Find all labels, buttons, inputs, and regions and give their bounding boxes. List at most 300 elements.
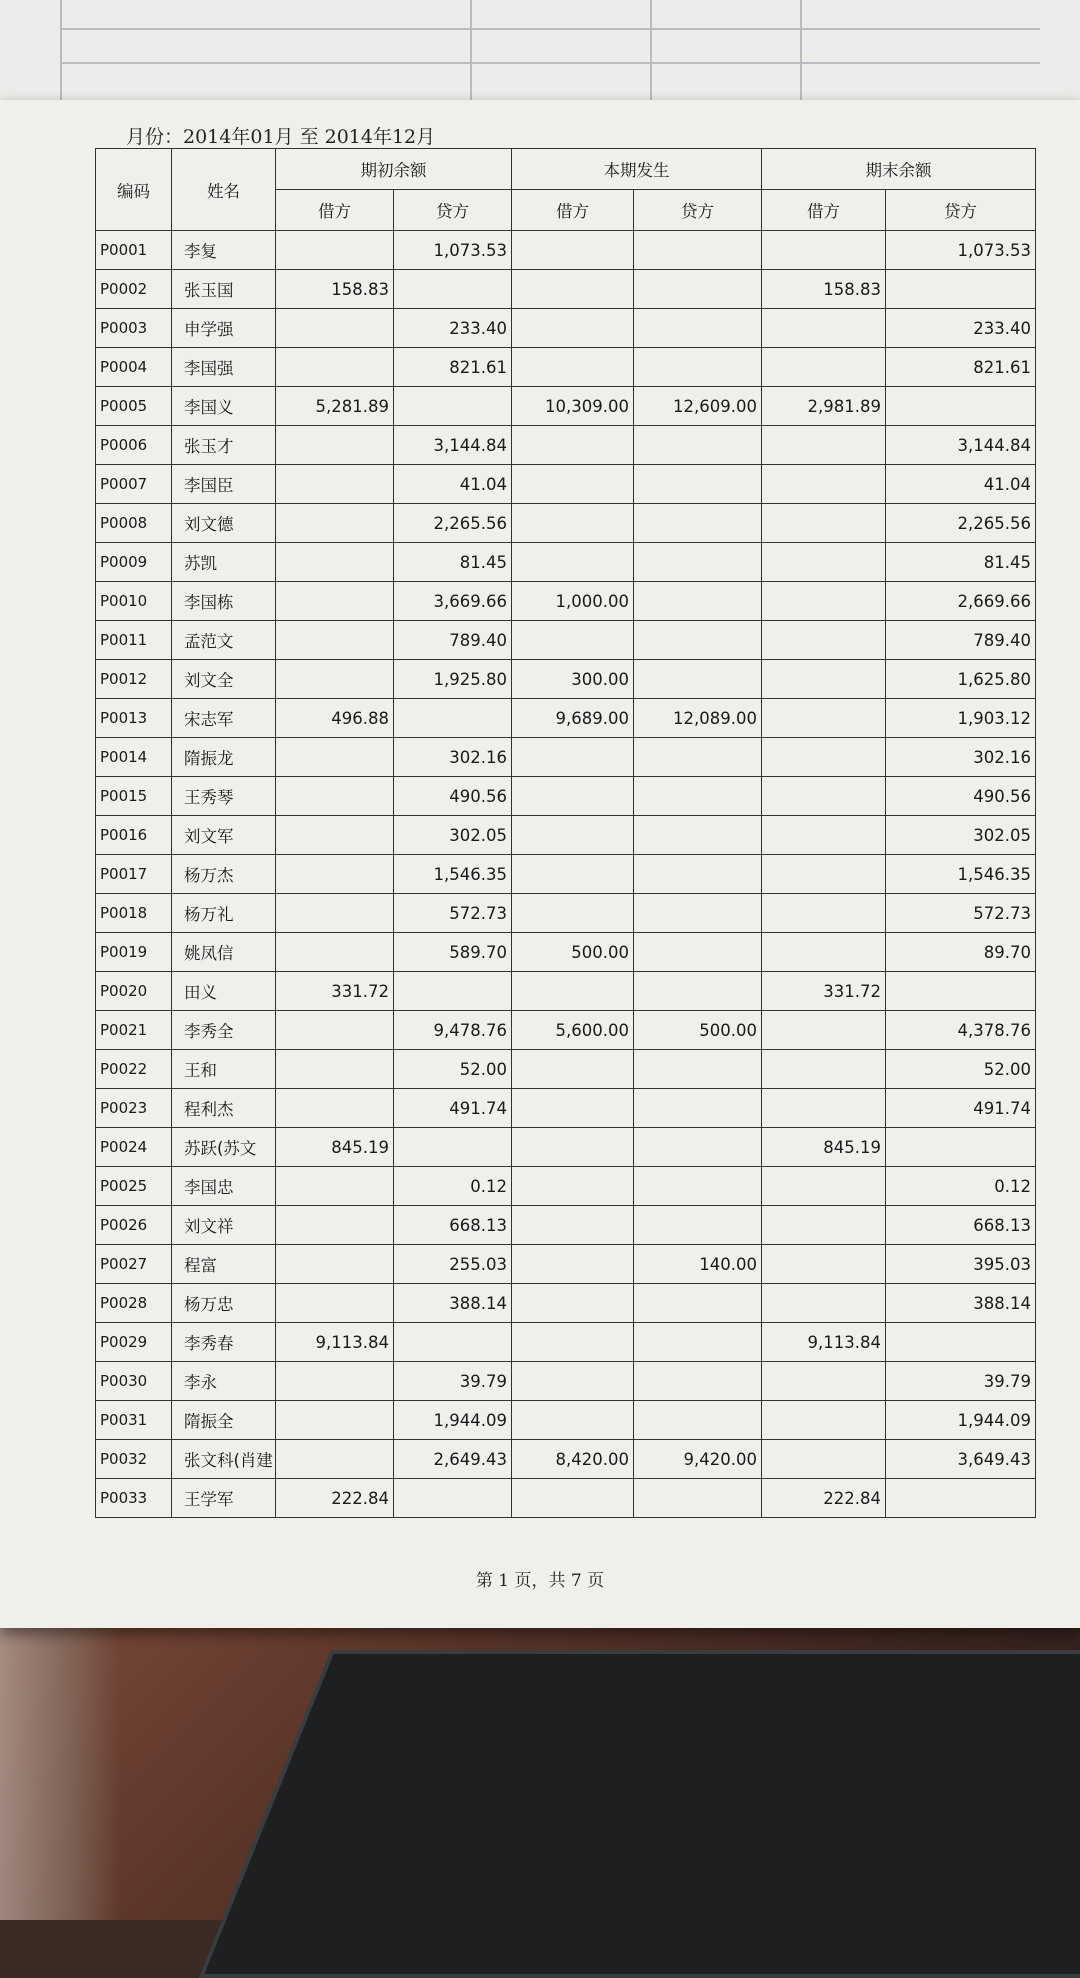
cell-current-debit bbox=[512, 1245, 634, 1284]
table-row bbox=[96, 309, 1036, 348]
cell-opening-credit bbox=[394, 270, 512, 309]
cell-code: P0031 bbox=[96, 1401, 172, 1440]
cell-opening-debit bbox=[276, 1362, 394, 1401]
cell-name: 孟范文 bbox=[172, 621, 276, 660]
cell-closing-credit: 388.14 bbox=[886, 1284, 1036, 1323]
cell-current-credit bbox=[634, 1167, 762, 1206]
cell-current-credit: 12,609.00 bbox=[634, 387, 762, 426]
cell-current-debit: 1,000.00 bbox=[512, 582, 634, 621]
table-row bbox=[96, 699, 1036, 738]
cell-closing-debit bbox=[762, 1206, 886, 1245]
cell-name: 苏跃(苏文 bbox=[172, 1128, 276, 1167]
cell-opening-debit: 5,281.89 bbox=[276, 387, 394, 426]
cell-name: 李国栋 bbox=[172, 582, 276, 621]
cell-current-credit bbox=[634, 582, 762, 621]
table-row bbox=[96, 1245, 1036, 1284]
cell-opening-credit: 821.61 bbox=[394, 348, 512, 387]
cell-current-credit bbox=[634, 1401, 762, 1440]
cell-opening-credit: 255.03 bbox=[394, 1245, 512, 1284]
table-row bbox=[96, 270, 1036, 309]
cell-opening-debit bbox=[276, 816, 394, 855]
cell-closing-credit bbox=[886, 1128, 1036, 1167]
cell-current-debit bbox=[512, 270, 634, 309]
cell-opening-credit: 589.70 bbox=[394, 933, 512, 972]
cell-current-credit bbox=[634, 972, 762, 1011]
cell-code: P0003 bbox=[96, 309, 172, 348]
cell-current-credit bbox=[634, 621, 762, 660]
cell-closing-credit: 490.56 bbox=[886, 777, 1036, 816]
cell-opening-debit bbox=[276, 1167, 394, 1206]
cell-current-credit bbox=[634, 1323, 762, 1362]
cell-opening-debit bbox=[276, 1440, 394, 1479]
cell-name: 张文科(肖建 bbox=[172, 1440, 276, 1479]
cell-opening-credit bbox=[394, 699, 512, 738]
cell-closing-debit bbox=[762, 660, 886, 699]
table-row bbox=[96, 504, 1036, 543]
cell-opening-credit: 3,144.84 bbox=[394, 426, 512, 465]
cell-current-debit bbox=[512, 1362, 634, 1401]
cell-closing-credit: 302.16 bbox=[886, 738, 1036, 777]
cell-code: P0022 bbox=[96, 1050, 172, 1089]
cell-current-debit bbox=[512, 621, 634, 660]
ledger-table bbox=[95, 148, 1036, 1518]
cell-opening-debit bbox=[276, 777, 394, 816]
cell-closing-debit bbox=[762, 855, 886, 894]
cell-closing-credit: 302.05 bbox=[886, 816, 1036, 855]
cell-opening-debit bbox=[276, 1089, 394, 1128]
cell-closing-credit bbox=[886, 1323, 1036, 1362]
cell-closing-credit: 0.12 bbox=[886, 1167, 1036, 1206]
cell-code: P0004 bbox=[96, 348, 172, 387]
cell-closing-credit: 233.40 bbox=[886, 309, 1036, 348]
cell-closing-credit: 1,073.53 bbox=[886, 231, 1036, 270]
cell-opening-debit: 496.88 bbox=[276, 699, 394, 738]
cell-opening-debit bbox=[276, 660, 394, 699]
table-row bbox=[96, 660, 1036, 699]
cell-opening-debit bbox=[276, 309, 394, 348]
cell-code: P0021 bbox=[96, 1011, 172, 1050]
cell-closing-credit: 668.13 bbox=[886, 1206, 1036, 1245]
cell-opening-debit: 331.72 bbox=[276, 972, 394, 1011]
table-row bbox=[96, 933, 1036, 972]
cell-closing-credit: 572.73 bbox=[886, 894, 1036, 933]
header-opening-debit: 借方 bbox=[276, 190, 394, 231]
cell-closing-debit bbox=[762, 1362, 886, 1401]
cell-closing-debit bbox=[762, 894, 886, 933]
table-row bbox=[96, 543, 1036, 582]
cell-closing-debit bbox=[762, 1167, 886, 1206]
cell-current-credit: 140.00 bbox=[634, 1245, 762, 1284]
cell-code: P0005 bbox=[96, 387, 172, 426]
cell-opening-credit: 1,944.09 bbox=[394, 1401, 512, 1440]
cell-current-credit bbox=[634, 1479, 762, 1518]
cell-closing-debit: 845.19 bbox=[762, 1128, 886, 1167]
cell-opening-debit: 222.84 bbox=[276, 1479, 394, 1518]
cell-closing-credit: 1,546.35 bbox=[886, 855, 1036, 894]
ledger-page bbox=[0, 100, 1080, 1628]
table-row bbox=[96, 1323, 1036, 1362]
cell-name: 杨万杰 bbox=[172, 855, 276, 894]
cell-opening-debit bbox=[276, 543, 394, 582]
cell-closing-debit bbox=[762, 465, 886, 504]
cell-closing-debit bbox=[762, 504, 886, 543]
cell-code: P0012 bbox=[96, 660, 172, 699]
cell-closing-debit bbox=[762, 1011, 886, 1050]
cell-current-credit bbox=[634, 348, 762, 387]
cell-current-debit bbox=[512, 309, 634, 348]
cell-closing-credit: 41.04 bbox=[886, 465, 1036, 504]
cell-closing-credit bbox=[886, 972, 1036, 1011]
cell-code: P0024 bbox=[96, 1128, 172, 1167]
cell-current-debit: 500.00 bbox=[512, 933, 634, 972]
table-row bbox=[96, 348, 1036, 387]
cell-name: 李永 bbox=[172, 1362, 276, 1401]
table-row bbox=[96, 1128, 1036, 1167]
cell-current-credit bbox=[634, 1089, 762, 1128]
cell-code: P0009 bbox=[96, 543, 172, 582]
cell-opening-debit bbox=[276, 231, 394, 270]
cell-closing-debit bbox=[762, 1245, 886, 1284]
cell-current-credit bbox=[634, 855, 762, 894]
cell-opening-debit: 9,113.84 bbox=[276, 1323, 394, 1362]
cell-code: P0025 bbox=[96, 1167, 172, 1206]
cell-current-credit: 9,420.00 bbox=[634, 1440, 762, 1479]
table-row bbox=[96, 465, 1036, 504]
table-row bbox=[96, 1401, 1036, 1440]
cell-name: 姚凤信 bbox=[172, 933, 276, 972]
cell-closing-debit bbox=[762, 1089, 886, 1128]
cell-closing-credit: 789.40 bbox=[886, 621, 1036, 660]
cell-name: 杨万忠 bbox=[172, 1284, 276, 1323]
cell-current-credit bbox=[634, 309, 762, 348]
cell-closing-debit bbox=[762, 1440, 886, 1479]
cell-current-debit bbox=[512, 738, 634, 777]
cell-opening-debit: 845.19 bbox=[276, 1128, 394, 1167]
cell-opening-credit: 491.74 bbox=[394, 1089, 512, 1128]
cell-current-debit bbox=[512, 543, 634, 582]
cell-closing-debit bbox=[762, 1050, 886, 1089]
cell-current-debit bbox=[512, 1401, 634, 1440]
cell-current-credit bbox=[634, 738, 762, 777]
cell-code: P0008 bbox=[96, 504, 172, 543]
table-row bbox=[96, 387, 1036, 426]
cell-name: 张玉才 bbox=[172, 426, 276, 465]
table-row bbox=[96, 972, 1036, 1011]
cell-closing-credit: 4,378.76 bbox=[886, 1011, 1036, 1050]
cell-code: P0028 bbox=[96, 1284, 172, 1323]
cell-name: 李国忠 bbox=[172, 1167, 276, 1206]
cell-closing-credit: 81.45 bbox=[886, 543, 1036, 582]
cell-opening-debit bbox=[276, 1284, 394, 1323]
cell-closing-credit: 491.74 bbox=[886, 1089, 1036, 1128]
header-closing-credit: 贷方 bbox=[886, 190, 1036, 231]
cell-code: P0020 bbox=[96, 972, 172, 1011]
cell-closing-debit bbox=[762, 1401, 886, 1440]
cell-opening-debit bbox=[276, 894, 394, 933]
cell-current-debit bbox=[512, 348, 634, 387]
cell-name: 田义 bbox=[172, 972, 276, 1011]
cell-current-debit bbox=[512, 504, 634, 543]
cell-code: P0018 bbox=[96, 894, 172, 933]
table-row bbox=[96, 1089, 1036, 1128]
cell-name: 程利杰 bbox=[172, 1089, 276, 1128]
header-current-debit: 借方 bbox=[512, 190, 634, 231]
cell-current-credit: 12,089.00 bbox=[634, 699, 762, 738]
cell-current-debit bbox=[512, 1167, 634, 1206]
cell-code: P0011 bbox=[96, 621, 172, 660]
cell-current-debit: 300.00 bbox=[512, 660, 634, 699]
table-row bbox=[96, 1479, 1036, 1518]
cell-current-debit: 8,420.00 bbox=[512, 1440, 634, 1479]
cell-opening-credit: 302.16 bbox=[394, 738, 512, 777]
cell-opening-debit bbox=[276, 426, 394, 465]
cell-closing-credit: 2,669.66 bbox=[886, 582, 1036, 621]
cell-code: P0019 bbox=[96, 933, 172, 972]
cell-closing-debit bbox=[762, 816, 886, 855]
table-row bbox=[96, 855, 1036, 894]
cell-name: 苏凯 bbox=[172, 543, 276, 582]
cell-name: 李复 bbox=[172, 231, 276, 270]
cell-closing-debit bbox=[762, 738, 886, 777]
table-row bbox=[96, 1284, 1036, 1323]
cell-opening-debit bbox=[276, 1245, 394, 1284]
cell-opening-credit: 9,478.76 bbox=[394, 1011, 512, 1050]
cell-closing-credit: 89.70 bbox=[886, 933, 1036, 972]
cell-name: 王秀琴 bbox=[172, 777, 276, 816]
cell-name: 刘文全 bbox=[172, 660, 276, 699]
table-row bbox=[96, 1206, 1036, 1245]
cell-code: P0033 bbox=[96, 1479, 172, 1518]
cell-opening-debit bbox=[276, 1401, 394, 1440]
cell-opening-debit bbox=[276, 504, 394, 543]
cell-current-debit bbox=[512, 855, 634, 894]
cell-current-debit bbox=[512, 816, 634, 855]
cell-closing-credit: 3,649.43 bbox=[886, 1440, 1036, 1479]
cell-opening-debit bbox=[276, 348, 394, 387]
cell-opening-credit: 81.45 bbox=[394, 543, 512, 582]
table-row bbox=[96, 894, 1036, 933]
cell-current-credit bbox=[634, 777, 762, 816]
cell-current-debit: 5,600.00 bbox=[512, 1011, 634, 1050]
cell-opening-credit: 789.40 bbox=[394, 621, 512, 660]
cell-opening-debit: 158.83 bbox=[276, 270, 394, 309]
cell-opening-debit bbox=[276, 1206, 394, 1245]
cell-name: 申学强 bbox=[172, 309, 276, 348]
cell-code: P0016 bbox=[96, 816, 172, 855]
cell-current-debit bbox=[512, 1479, 634, 1518]
cell-name: 李秀全 bbox=[172, 1011, 276, 1050]
cell-opening-credit: 233.40 bbox=[394, 309, 512, 348]
cell-closing-credit bbox=[886, 387, 1036, 426]
cell-code: P0006 bbox=[96, 426, 172, 465]
cell-closing-debit bbox=[762, 426, 886, 465]
cell-closing-credit bbox=[886, 1479, 1036, 1518]
cell-current-credit bbox=[634, 1206, 762, 1245]
cell-name: 刘文祥 bbox=[172, 1206, 276, 1245]
header-closing-debit: 借方 bbox=[762, 190, 886, 231]
cell-code: P0027 bbox=[96, 1245, 172, 1284]
cell-current-credit bbox=[634, 1284, 762, 1323]
cell-name: 李国强 bbox=[172, 348, 276, 387]
cell-closing-debit bbox=[762, 621, 886, 660]
cell-name: 王和 bbox=[172, 1050, 276, 1089]
cell-closing-credit: 2,265.56 bbox=[886, 504, 1036, 543]
header-current-credit: 贷方 bbox=[634, 190, 762, 231]
cell-opening-credit: 2,265.56 bbox=[394, 504, 512, 543]
cell-current-debit bbox=[512, 1128, 634, 1167]
table-row bbox=[96, 816, 1036, 855]
cell-opening-credit: 668.13 bbox=[394, 1206, 512, 1245]
table-row bbox=[96, 1440, 1036, 1479]
cell-opening-debit bbox=[276, 738, 394, 777]
table-row bbox=[96, 1050, 1036, 1089]
cell-code: P0029 bbox=[96, 1323, 172, 1362]
cell-closing-debit: 9,113.84 bbox=[762, 1323, 886, 1362]
cell-opening-debit bbox=[276, 465, 394, 504]
header-opening-credit: 贷方 bbox=[394, 190, 512, 231]
cell-code: P0017 bbox=[96, 855, 172, 894]
cell-current-debit bbox=[512, 426, 634, 465]
cell-name: 刘文军 bbox=[172, 816, 276, 855]
cell-name: 杨万礼 bbox=[172, 894, 276, 933]
cell-closing-debit: 2,981.89 bbox=[762, 387, 886, 426]
cell-opening-credit bbox=[394, 972, 512, 1011]
cell-current-credit bbox=[634, 894, 762, 933]
cell-opening-credit bbox=[394, 1479, 512, 1518]
cell-closing-debit: 331.72 bbox=[762, 972, 886, 1011]
cell-opening-credit: 572.73 bbox=[394, 894, 512, 933]
cell-current-debit bbox=[512, 465, 634, 504]
table-row bbox=[96, 582, 1036, 621]
cell-name: 程富 bbox=[172, 1245, 276, 1284]
cell-opening-credit bbox=[394, 387, 512, 426]
cell-current-debit bbox=[512, 894, 634, 933]
table-row bbox=[96, 1362, 1036, 1401]
cell-current-credit bbox=[634, 1362, 762, 1401]
cell-current-credit bbox=[634, 816, 762, 855]
cell-closing-credit: 52.00 bbox=[886, 1050, 1036, 1089]
cell-opening-credit: 388.14 bbox=[394, 1284, 512, 1323]
cell-current-debit bbox=[512, 1050, 634, 1089]
cell-code: P0023 bbox=[96, 1089, 172, 1128]
cell-name: 宋志军 bbox=[172, 699, 276, 738]
cell-current-credit bbox=[634, 1128, 762, 1167]
cell-code: P0013 bbox=[96, 699, 172, 738]
cell-code: P0014 bbox=[96, 738, 172, 777]
table-row bbox=[96, 621, 1036, 660]
cell-closing-credit: 395.03 bbox=[886, 1245, 1036, 1284]
header-name: 姓名 bbox=[172, 149, 276, 231]
cell-opening-credit: 1,546.35 bbox=[394, 855, 512, 894]
cell-code: P0026 bbox=[96, 1206, 172, 1245]
cell-name: 李秀春 bbox=[172, 1323, 276, 1362]
cell-closing-debit bbox=[762, 582, 886, 621]
cell-closing-credit: 3,144.84 bbox=[886, 426, 1036, 465]
cell-opening-credit: 2,649.43 bbox=[394, 1440, 512, 1479]
cell-opening-debit bbox=[276, 1050, 394, 1089]
cell-closing-debit bbox=[762, 1284, 886, 1323]
cell-closing-debit bbox=[762, 348, 886, 387]
cell-closing-credit bbox=[886, 270, 1036, 309]
cell-current-credit bbox=[634, 543, 762, 582]
period-range: 月份：2014年01月 至 2014年12月 bbox=[126, 126, 436, 148]
cell-closing-debit: 222.84 bbox=[762, 1479, 886, 1518]
cell-current-credit bbox=[634, 270, 762, 309]
cell-current-debit bbox=[512, 1089, 634, 1128]
cell-current-credit bbox=[634, 660, 762, 699]
cell-closing-debit bbox=[762, 699, 886, 738]
cell-closing-debit bbox=[762, 777, 886, 816]
header-closing-balance: 期末余额 bbox=[762, 149, 1036, 190]
cell-closing-credit: 1,944.09 bbox=[886, 1401, 1036, 1440]
cell-opening-credit: 39.79 bbox=[394, 1362, 512, 1401]
cell-current-credit bbox=[634, 504, 762, 543]
cell-closing-debit bbox=[762, 231, 886, 270]
cell-name: 张玉国 bbox=[172, 270, 276, 309]
laptop bbox=[199, 1650, 1080, 1978]
table-row bbox=[96, 231, 1036, 270]
cell-name: 王学军 bbox=[172, 1479, 276, 1518]
cell-closing-debit: 158.83 bbox=[762, 270, 886, 309]
cell-code: P0007 bbox=[96, 465, 172, 504]
cell-opening-credit bbox=[394, 1323, 512, 1362]
cell-opening-credit: 3,669.66 bbox=[394, 582, 512, 621]
cell-name: 隋振龙 bbox=[172, 738, 276, 777]
cell-current-debit bbox=[512, 1323, 634, 1362]
cell-opening-debit bbox=[276, 855, 394, 894]
cell-current-debit: 9,689.00 bbox=[512, 699, 634, 738]
ledger-body bbox=[96, 231, 1036, 1518]
cell-current-credit bbox=[634, 933, 762, 972]
header-code: 编码 bbox=[96, 149, 172, 231]
table-row bbox=[96, 777, 1036, 816]
table-row bbox=[96, 1011, 1036, 1050]
cell-opening-credit: 1,073.53 bbox=[394, 231, 512, 270]
cell-name: 隋振全 bbox=[172, 1401, 276, 1440]
cell-opening-credit: 302.05 bbox=[394, 816, 512, 855]
table-row bbox=[96, 1167, 1036, 1206]
header-opening-balance: 期初余额 bbox=[276, 149, 512, 190]
cell-opening-credit: 1,925.80 bbox=[394, 660, 512, 699]
cell-current-debit bbox=[512, 231, 634, 270]
cell-opening-credit: 41.04 bbox=[394, 465, 512, 504]
cell-closing-credit: 821.61 bbox=[886, 348, 1036, 387]
cell-current-debit bbox=[512, 777, 634, 816]
cell-code: P0030 bbox=[96, 1362, 172, 1401]
cell-current-debit bbox=[512, 972, 634, 1011]
cell-current-credit: 500.00 bbox=[634, 1011, 762, 1050]
cell-opening-credit bbox=[394, 1128, 512, 1167]
header-current-period: 本期发生 bbox=[512, 149, 762, 190]
cell-opening-credit: 52.00 bbox=[394, 1050, 512, 1089]
cell-name: 刘文德 bbox=[172, 504, 276, 543]
cell-opening-debit bbox=[276, 1011, 394, 1050]
table-row bbox=[96, 426, 1036, 465]
cell-current-credit bbox=[634, 465, 762, 504]
cell-code: P0002 bbox=[96, 270, 172, 309]
cell-closing-credit: 39.79 bbox=[886, 1362, 1036, 1401]
cell-opening-debit bbox=[276, 933, 394, 972]
cell-name: 李国义 bbox=[172, 387, 276, 426]
table-row bbox=[96, 738, 1036, 777]
cell-code: P0032 bbox=[96, 1440, 172, 1479]
cell-closing-debit bbox=[762, 309, 886, 348]
cell-opening-debit bbox=[276, 621, 394, 660]
cell-opening-debit bbox=[276, 582, 394, 621]
cell-current-credit bbox=[634, 426, 762, 465]
cell-closing-credit: 1,903.12 bbox=[886, 699, 1036, 738]
cell-code: P0010 bbox=[96, 582, 172, 621]
